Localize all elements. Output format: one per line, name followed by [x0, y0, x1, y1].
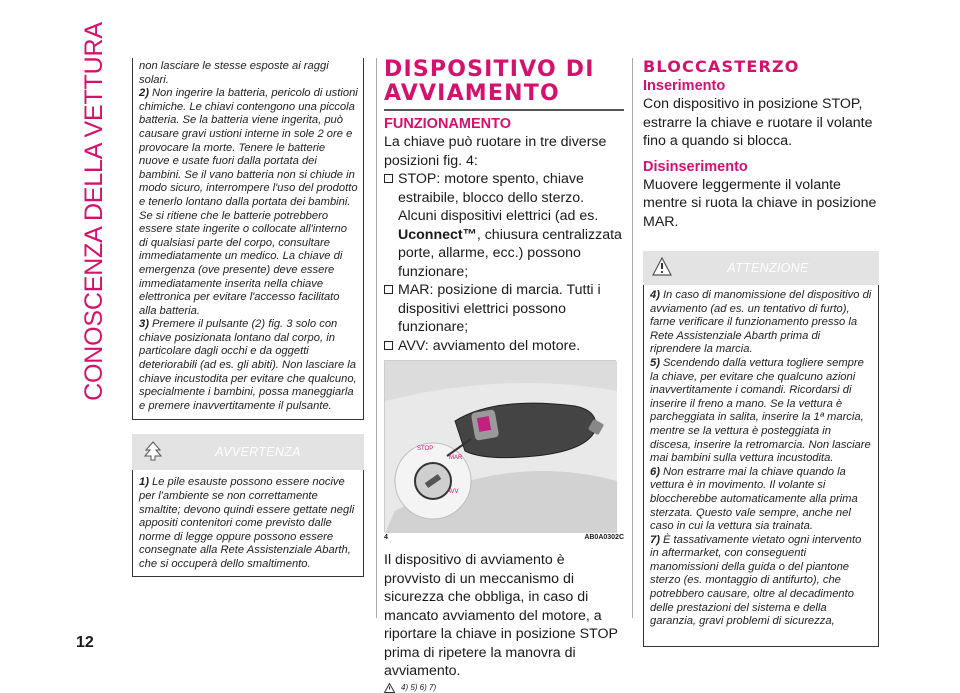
- section-title: BLOCCASTERZO: [643, 57, 800, 76]
- bullet-square-icon: [384, 285, 393, 294]
- attention-box: [643, 285, 879, 647]
- warning-header: [132, 434, 364, 470]
- attention-header: [643, 251, 879, 285]
- column-middle: [384, 58, 624, 693]
- warning-box: [132, 470, 364, 576]
- title-rule: [384, 109, 624, 111]
- figure-code: AB0A0302C: [584, 534, 624, 541]
- subsection-title: FUNZIONAMENTO: [384, 116, 512, 132]
- stop-label: STOP: [417, 446, 434, 452]
- avv-label: AVV: [447, 489, 459, 495]
- note-continuation: non lasciare le stesse esposte ai raggi solari.: [139, 60, 329, 86]
- side-title-text: CONOSCENZA DELLA VETTURA: [79, 21, 108, 401]
- attention-title: ATTENZIONE: [727, 261, 809, 275]
- note-references: [384, 683, 624, 693]
- column-divider: [632, 58, 633, 618]
- note-2: 2) Non ingerire la batteria, pericolo di ustioni chimiche. Le chiavi contengono una piccola batteria. Se la batteria viene ingerita, può causare gravi ustioni interne in sole 2 ore e provocare la morte. Tenere le batterie nuove e usate fuori dalla portata dei bambini. Se il vano batteria non si chiude in modo sicuro, interrompere l'uso del prodotto e tenerlo lontano dalla portata dei bambini. Se si ritiene che le batterie potrebbero essere state ingerite o collocate all'interno di qualsiasi parte del corpo, consultare immediatamente un medico. La chiave di emergenza (ove presente) deve essere immediatamente inserita nella chiave elettronica per evitare l'accesso facilitato alla batteria.: [139, 87, 358, 317]
- intro-text: La chiave può ruotare in tre diverse posizioni fig. 4:: [384, 134, 607, 169]
- warning-triangle-icon: [652, 257, 672, 277]
- bullet-square-icon: [384, 174, 393, 183]
- column-divider: [376, 58, 377, 618]
- page-number: 12: [76, 634, 94, 651]
- attention-7: 7) È tassativamente vietato ogni intervento in aftermarket, con conseguenti manomissioni della guida o del piantone sterzo (es. montaggio di antifurto), che potrebbero causare, oltre al decadimento delle prestazioni del sistema e della garanzia, gravi problemi di sicurezza,: [650, 533, 862, 628]
- ignition-figure: [384, 360, 616, 532]
- mar-label: MAR: [449, 455, 463, 461]
- attention-5: 5) Scendendo dalla vettura togliere sempre la chiave, per evitare che qualcuno azioni inavvertitamente i comandi. Ricordarsi di inserire il freno a mano. Se la vettura è parcheggiata in salita, inserire la 1ª marcia, mentre se la vettura è posteggiata in discesa, inserire la retromarcia. Non lasciare mai bambini sulla vettura incustodita.: [650, 356, 871, 465]
- figure-caption: [384, 534, 624, 541]
- subsection-title: Disinserimento: [643, 158, 748, 175]
- warning-triangle-icon: [384, 683, 395, 693]
- note-3: 3) Premere il pulsante (2) fig. 3 solo con chiave posizionata lontano dal corpo, in particolare dagli occhi e da oggetti deteriorabili (ad es. gli abiti). Non lasciare la chiave incustodita per evitare che qualcuno, specialmente i bambini, possa maneggiarla e premere inavvertitamente il pulsante.: [139, 318, 357, 412]
- body-paragraph: Muovere leggermente il volante mentre si ruota la chiave in posizione MAR.: [643, 176, 877, 230]
- section-title: DISPOSITIVO DI AVVIAMENTO: [384, 57, 595, 106]
- figure-number: 4: [384, 534, 388, 541]
- body-paragraph: Il dispositivo di avviamento è provvisto di un meccanismo di sicurezza che obbliga, in caso di mancato avviamento del motore, a riportare la chiave in posizione STOP prima di ripetere la manovra di avviamento.: [384, 552, 618, 679]
- tree-icon: [143, 440, 163, 462]
- list-item: MAR: posizione di marcia. Tutti i dispositivi elettrici possono funzionare;: [384, 281, 624, 337]
- warning-title: AVVERTENZA: [215, 445, 301, 460]
- safety-notes-box: [132, 58, 364, 420]
- attention-4: 4) In caso di manomissione del dispositivo di avviamento (ad es. un tentativo di furto), farne verificare il funzionamento presso la Rete Assistenziale Abarth prima di riprendere la marcia.: [650, 289, 872, 356]
- column-right: [643, 58, 879, 647]
- list-item: STOP: motore spento, chiave estraibile, blocco dello sterzo. Alcuni dispositivi elettrici (ad es. Uconnect™, chiusura centralizzata porte, allarme, ecc.) possono funzionare;: [384, 170, 624, 281]
- column-left: [132, 58, 364, 577]
- body-paragraph: Con dispositivo in posizione STOP, estrarre la chiave e ruotare il volante fino a quando si blocca.: [643, 96, 873, 149]
- warning-1: 1) Le pile esauste possono essere nocive per l'ambiente se non correttamente smaltite; devono quindi essere gettate negli appositi contenitori come previsto dalle norme di legge oppure possono essere consegnate alla Rete Assistenziale Abarth, che si occuperà dello smaltimento.: [139, 476, 355, 570]
- list-item: AVV: avviamento del motore.: [384, 337, 624, 356]
- section-side-title: [76, 21, 112, 401]
- ignition-key-illustration: [385, 361, 617, 533]
- bullet-square-icon: [384, 341, 393, 350]
- attention-6: 6) Non estrarre mai la chiave quando la vettura è in movimento. Il volante si bloccherebbe automaticamente alla prima sterzata. Questo vale sempre, anche nel caso in cui la vettura sia trainata.: [650, 465, 858, 533]
- note-refs-text: 4) 5) 6) 7): [401, 683, 437, 692]
- subsection-title: Inserimento: [643, 78, 726, 94]
